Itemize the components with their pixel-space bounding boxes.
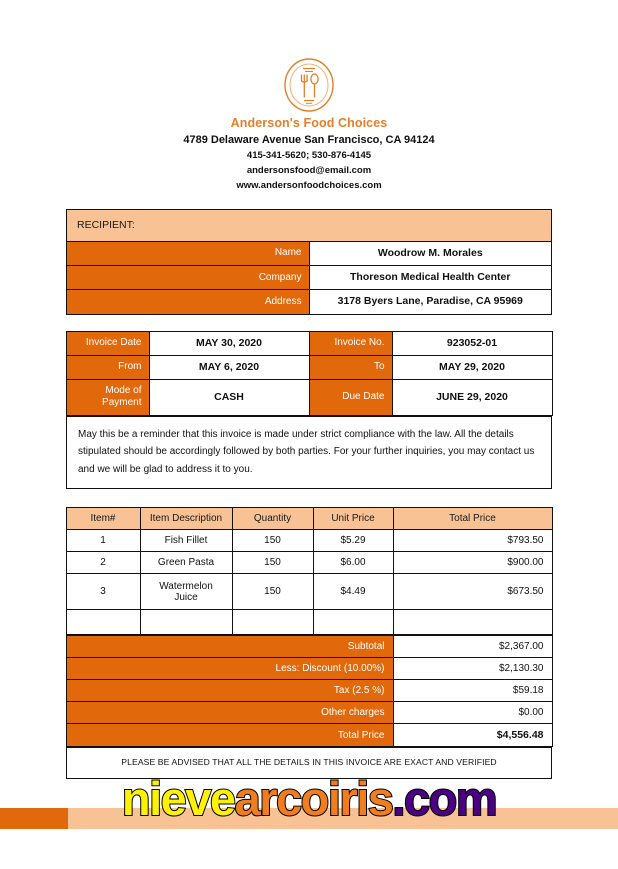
item-quantity: 150: [232, 574, 313, 610]
from-value: MAY 6, 2020: [198, 360, 260, 373]
items-header-description: Item Description: [140, 508, 232, 530]
table-row: [66, 331, 552, 355]
notice-text: May this be a reminder that this invoice is made under strict compliance with the law. All the details stipulated should be accordingly followed by both parties. For your further inquiries, you may contact us and we will be glad to address it to you.: [78, 428, 535, 475]
recipient-company-value: Thoreson Medical Health Center: [350, 271, 511, 284]
item-num: 1: [66, 530, 140, 552]
recipient-name-value: Woodrow M. Morales: [377, 247, 483, 260]
items-table: [66, 507, 553, 635]
table-row: [66, 610, 552, 635]
table-row: [66, 636, 552, 658]
items-header-unit-price: Unit Price: [313, 508, 393, 530]
bottom-bar-accent-block: [0, 808, 68, 829]
item-total-price: $900.00: [393, 552, 552, 574]
items-header-row: [66, 508, 552, 530]
brand-name: Anderson's Food Choices: [230, 116, 388, 130]
item-unit-price: $4.49: [313, 574, 393, 610]
item-unit-price: $6.00: [313, 552, 393, 574]
item-description: Fish Fillet: [140, 530, 232, 552]
recipient-address-value: 3178 Byers Lane, Paradise, CA 95969: [337, 295, 523, 308]
item-num: 3: [66, 574, 140, 610]
recipient-name-label: Name: [274, 247, 302, 259]
bottom-bar-light-block: [68, 808, 618, 829]
recipient-heading: RECIPIENT:: [77, 219, 135, 231]
item-description: Green Pasta: [140, 552, 232, 574]
invoice-date-label: Invoice Date: [85, 336, 142, 348]
table-row: [66, 355, 552, 379]
watermark-part-1: nieve: [121, 772, 235, 825]
discount-amount: $2,130.30: [393, 658, 552, 680]
table-row: [66, 574, 552, 610]
invoice-no-label: Invoice No.: [334, 336, 385, 348]
table-row: [66, 724, 552, 747]
table-row: [67, 290, 552, 314]
table-row: [66, 702, 552, 724]
invoice-details-table: [66, 331, 553, 416]
recipient-company-label: Company: [258, 271, 302, 283]
footer-note-table: [66, 747, 552, 779]
footer-note-text: PLEASE BE ADVISED THAT ALL THE DETAILS IN THIS INVOICE ARE EXACT AND VERIFIED: [121, 757, 497, 768]
item-total-price: $673.50: [393, 574, 552, 610]
item-num: 2: [66, 552, 140, 574]
notice-table: [66, 416, 552, 490]
subtotal-amount: $2,367.00: [393, 636, 552, 658]
item-quantity: 150: [232, 552, 313, 574]
item-description: [140, 610, 232, 635]
item-unit-price: [313, 610, 393, 635]
tax-label: Tax (2.5 %): [66, 680, 393, 702]
items-header-quantity: Quantity: [232, 508, 313, 530]
to-value: MAY 29, 2020: [439, 360, 505, 373]
recipient-heading-row: [67, 210, 552, 242]
recipient-address-label: Address: [264, 295, 302, 307]
brand-website: www.andersonfoodchoices.com: [236, 180, 382, 191]
invoice-date-value: MAY 30, 2020: [196, 336, 262, 349]
watermark-part-2: arcoiris: [234, 772, 393, 825]
brand-phones: 415-341-5620; 530-876-4145: [246, 150, 372, 161]
brand-email: andersonsfood@email.com: [246, 165, 372, 176]
other-charges-label: Other charges: [66, 702, 393, 724]
watermark-part-3: .com: [392, 772, 497, 825]
table-row: [67, 242, 552, 266]
discount-label: Less: Discount (10.00%): [66, 658, 393, 680]
item-total-price: $793.50: [393, 530, 552, 552]
item-description: Watermelon Juice: [140, 574, 232, 610]
item-num: [66, 610, 140, 635]
subtotal-label: Subtotal: [66, 636, 393, 658]
due-date-value: JUNE 29, 2020: [436, 390, 508, 403]
items-header-item-num: Item#: [66, 508, 140, 530]
total-price-label: Total Price: [66, 724, 393, 747]
table-row: [66, 658, 552, 680]
mode-of-payment-label: Mode of Payment: [102, 384, 142, 409]
recipient-table: [66, 209, 552, 315]
tax-amount: $59.18: [393, 680, 552, 702]
item-quantity: 150: [232, 530, 313, 552]
other-charges-amount: $0.00: [393, 702, 552, 724]
item-total-price: [393, 610, 552, 635]
invoice-no-value: 923052-01: [446, 336, 498, 349]
brand-address: 4789 Delaware Avenue San Francisco, CA 94124: [183, 134, 435, 146]
table-row: [66, 680, 552, 702]
due-date-label: Due Date: [342, 391, 385, 402]
fork-spoon-plate-logo-icon: [274, 56, 344, 114]
to-label: To: [373, 360, 385, 372]
item-quantity: [232, 610, 313, 635]
bottom-decorative-bar: [0, 808, 618, 829]
items-header-total-price: Total Price: [393, 508, 552, 530]
mode-of-payment-value: CASH: [214, 390, 244, 403]
table-row: [66, 530, 552, 552]
table-row: [67, 748, 552, 779]
table-row: [66, 379, 552, 415]
brand-header: [0, 0, 618, 191]
item-unit-price: $5.29: [313, 530, 393, 552]
table-row: [67, 266, 552, 290]
totals-table: [66, 635, 553, 747]
table-row: [67, 416, 552, 489]
total-price-amount: $4,556.48: [393, 724, 552, 747]
from-label: From: [118, 360, 142, 372]
table-row: [66, 552, 552, 574]
